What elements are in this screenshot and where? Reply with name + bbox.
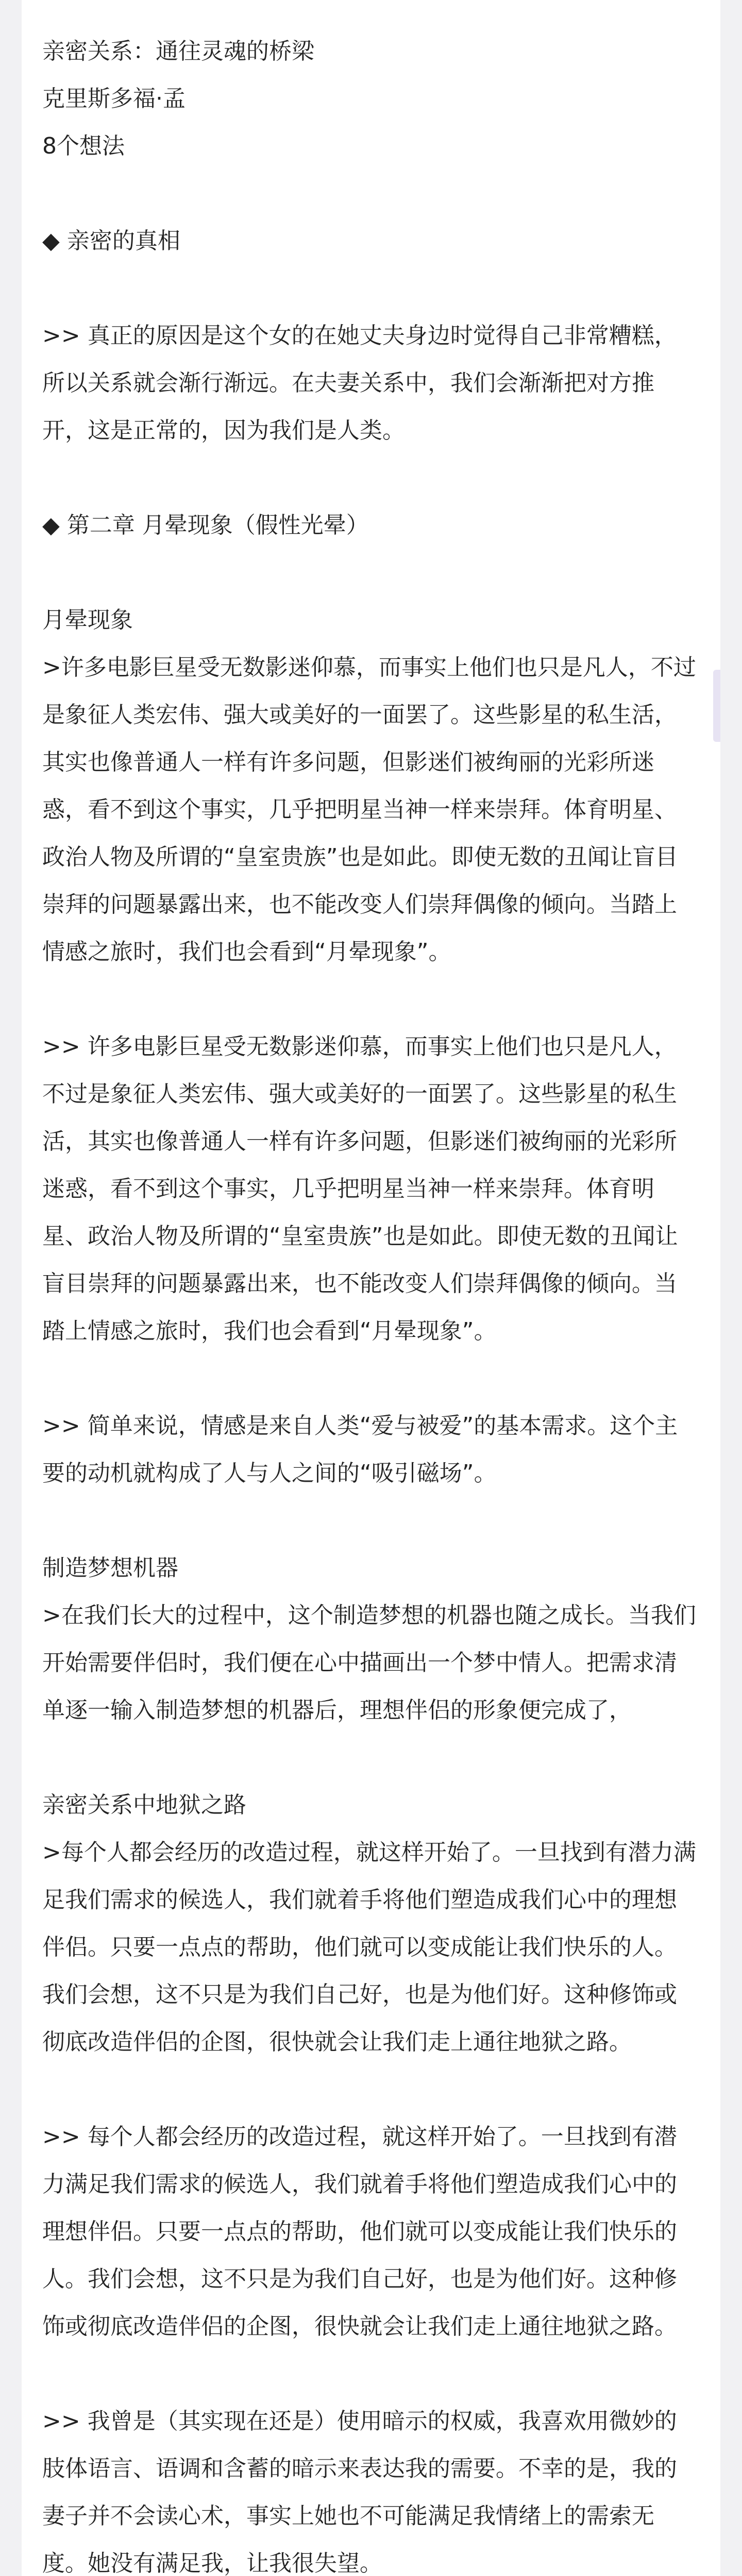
spacer [42, 2350, 698, 2398]
highlight-paragraph: >> 我曾是（其实现在还是）使用暗示的权威，我喜欢用微妙的肢体语言、语调和含蓄的暗示来表达我的需要。不幸的是，我的妻子并不会读心术，事实上她也不可能满足我情绪上的需索无度。她没有满足我，让我很失望。 [42, 2408, 677, 2576]
highlight-paragraph: >在我们长大的过程中，这个制造梦想的机器也随之成长。当我们开始需要伴侣时，我们便在心中描画出一个梦中情人。把需求清单逐一输入制造梦想的机器后，理想伴侣的形象便完成了， [42, 1602, 696, 1723]
highlight-paragraph: >> 许多电影巨星受无数影迷仰慕，而事实上他们也只是凡人，不过是象征人类宏伟、强大或美好的一面罢了。这些影星的私生活，其实也像普通人一样有许多问题，但影迷们被绚丽的光彩所迷惑，看不到这个事实，几乎把明星当神一样来崇拜。体育明星、政治人物及所谓的“皇室贵族”也是如此。即使无数的丑闻让盲目崇拜的问题暴露出来，也不能改变人们崇拜偶像的倾向。当踏上情感之旅时，我们也会看到“月晕现象”。 [42, 1033, 678, 1344]
book-author: 克里斯多福·孟 [42, 86, 185, 112]
highlight-paragraph: >许多电影巨星受无数影迷仰慕，而事实上他们也只是凡人，不过是象征人类宏伟、强大或美好的一面罢了。这些影星的私生活，其实也像普通人一样有许多问题，但影迷们被绚丽的光彩所迷惑，看不到这个事实，几乎把明星当神一样来崇拜。体育明星、政治人物及所谓的“皇室贵族”也是如此。即使无数的丑闻让盲目崇拜的问题暴露出来，也不能改变人们崇拜偶像的倾向。当踏上情感之旅时，我们也会看到“月晕现象”。 [42, 654, 696, 965]
spacer [42, 1355, 698, 1402]
section-heading: 月晕现象 [42, 607, 133, 633]
book-title: 亲密关系：通往灵魂的桥梁 [42, 38, 314, 64]
highlight-paragraph: >> 简单来说，情感是来自人类“爱与被爱”的基本需求。这个主要的动机就构成了人与人之间的“吸引磁场”。 [42, 1413, 678, 1486]
highlight-paragraph: >每个人都会经历的改造过程，就这样开始了。一旦找到有潜力满足我们需求的候选人，我们就着手将他们塑造成我们心中的理想伴侣。只要一点点的帮助，他们就可以变成能让我们快乐的人。我们会想，这不只是为我们自己好，也是为他们好。这种修饰或彻底改造伴侣的企图，很快就会让我们走上通往地狱之路。 [42, 1839, 696, 2055]
spacer [42, 454, 698, 502]
spacer [42, 1497, 698, 1545]
spacer [42, 549, 698, 597]
spacer [42, 2066, 698, 2113]
note-page [22, 0, 720, 2576]
note-sections [42, 217, 698, 2576]
spacer [42, 1734, 698, 1782]
spacer [42, 265, 698, 312]
note-content [42, 28, 698, 2576]
side-scroll-tab[interactable] [713, 670, 720, 742]
note-count: 8个想法 [42, 133, 125, 159]
section-heading: ◆ 第二章 月晕现象（假性光晕） [42, 512, 369, 538]
section-heading: 亲密关系中地狱之路 [42, 1792, 246, 1818]
highlight-paragraph: >> 真正的原因是这个女的在她丈夫身边时觉得自己非常糟糕，所以关系就会渐行渐远。在夫妻关系中，我们会渐渐把对方推开，这是正常的，因为我们是人类。 [42, 323, 677, 444]
spacer [42, 976, 698, 1023]
section-heading: ◆ 亲密的真相 [42, 228, 180, 254]
highlight-paragraph: >> 每个人都会经历的改造过程，就这样开始了。一旦找到有潜力满足我们需求的候选人，我们就着手将他们塑造成我们心中的理想伴侣。只要一点点的帮助，他们就可以变成能让我们快乐的人。我们会想，这不只是为我们自己好，也是为他们好。这种修饰或彻底改造伴侣的企图，很快就会让我们走上通往地狱之路。 [42, 2124, 677, 2340]
section-heading: 制造梦想机器 [42, 1555, 178, 1581]
spacer [42, 170, 698, 217]
